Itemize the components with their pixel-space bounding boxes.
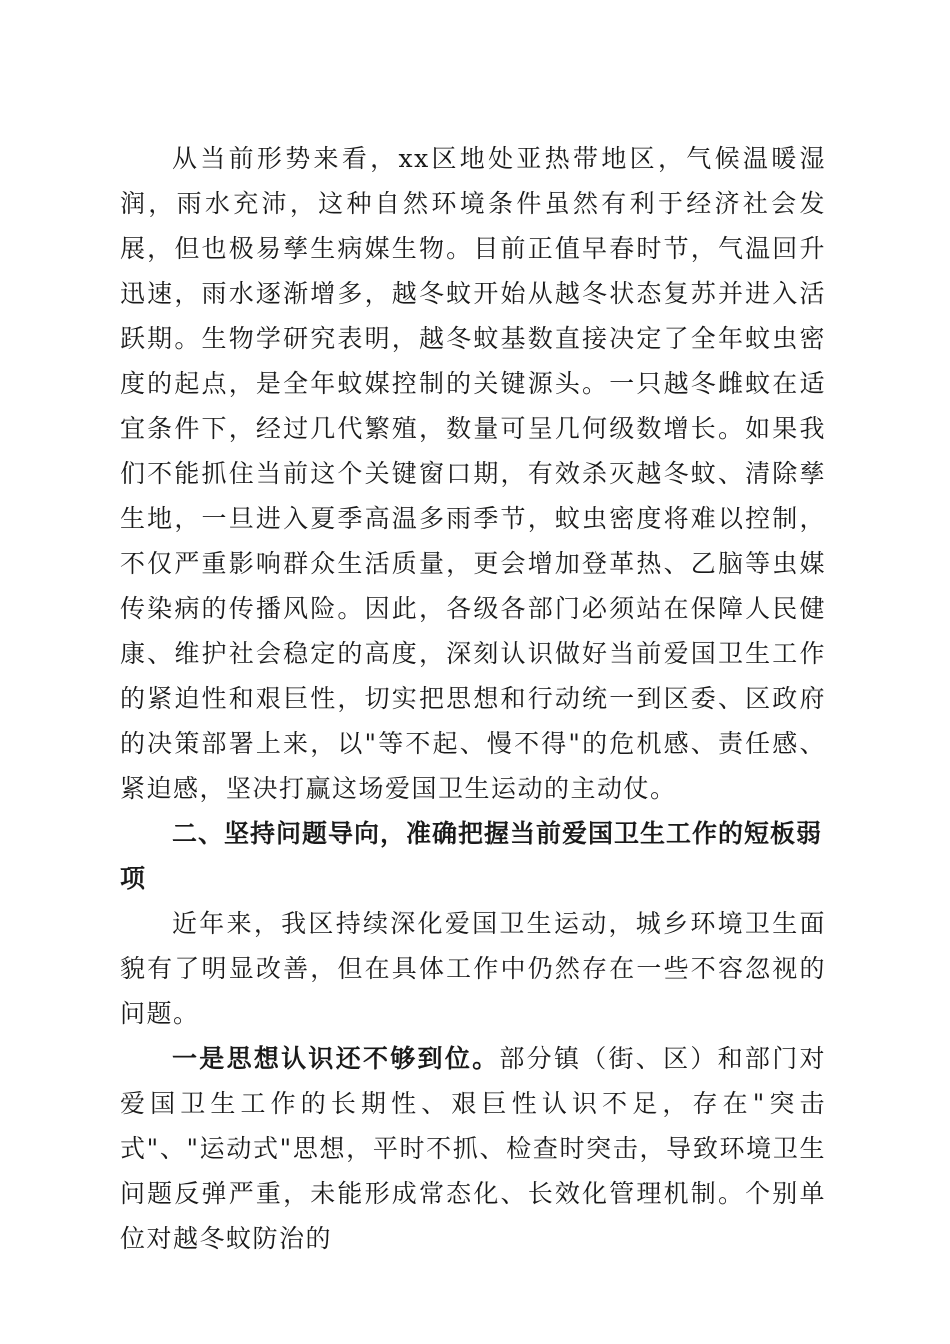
problem-1-body: 部分镇（街、区）和部门对爱国卫生工作的长期性、艰巨性认识不足，存在"突击式"、"运动式"思想，平时不抓、检查时突击，导致环境卫生问题反弹严重，未能形成常态化、长效化管理机制。个别单位对越冬蚊防治的 — [120, 1044, 826, 1253]
document-body — [120, 136, 826, 1261]
paragraph-situation: 从当前形势来看，xx区地处亚热带地区，气候温暖湿润，雨水充沛，这种自然环境条件虽然有利于经济社会发展，但也极易孳生病媒生物。目前正值早春时节，气温回升迅速，雨水逐渐增多，越冬蚊开始从越冬状态复苏并进入活跃期。生物学研究表明，越冬蚊基数直接决定了全年蚊虫密度的起点，是全年蚊媒控制的关键源头。一只越冬雌蚊在适宜条件下，经过几代繁殖，数量可呈几何级数增长。如果我们不能抓住当前这个关键窗口期，有效杀灭越冬蚊、清除孳生地，一旦进入夏季高温多雨季节，蚊虫密度将难以控制，不仅严重影响群众生活质量，更会增加登革热、乙脑等虫媒传染病的传播风险。因此，各级各部门必须站在保障人民健康、维护社会稳定的高度，深刻认识做好当前爱国卫生工作的紧迫性和艰巨性，切实把思想和行动统一到区委、区政府的决策部署上来，以"等不起、慢不得"的危机感、责任感、紧迫感，坚决打赢这场爱国卫生运动的主动仗。 — [120, 144, 826, 803]
paragraph-problem-1 — [120, 1036, 826, 1261]
paragraph-intro-problems: 近年来，我区持续深化爱国卫生运动，城乡环境卫生面貌有了明显改善，但在具体工作中仍然存在一些不容忽视的问题。 — [120, 909, 826, 1028]
section-heading-2: 二、坚持问题导向，准确把握当前爱国卫生工作的短板弱项 — [120, 819, 823, 893]
problem-1-lead: 一是思想认识还不够到位。 — [172, 1044, 500, 1073]
